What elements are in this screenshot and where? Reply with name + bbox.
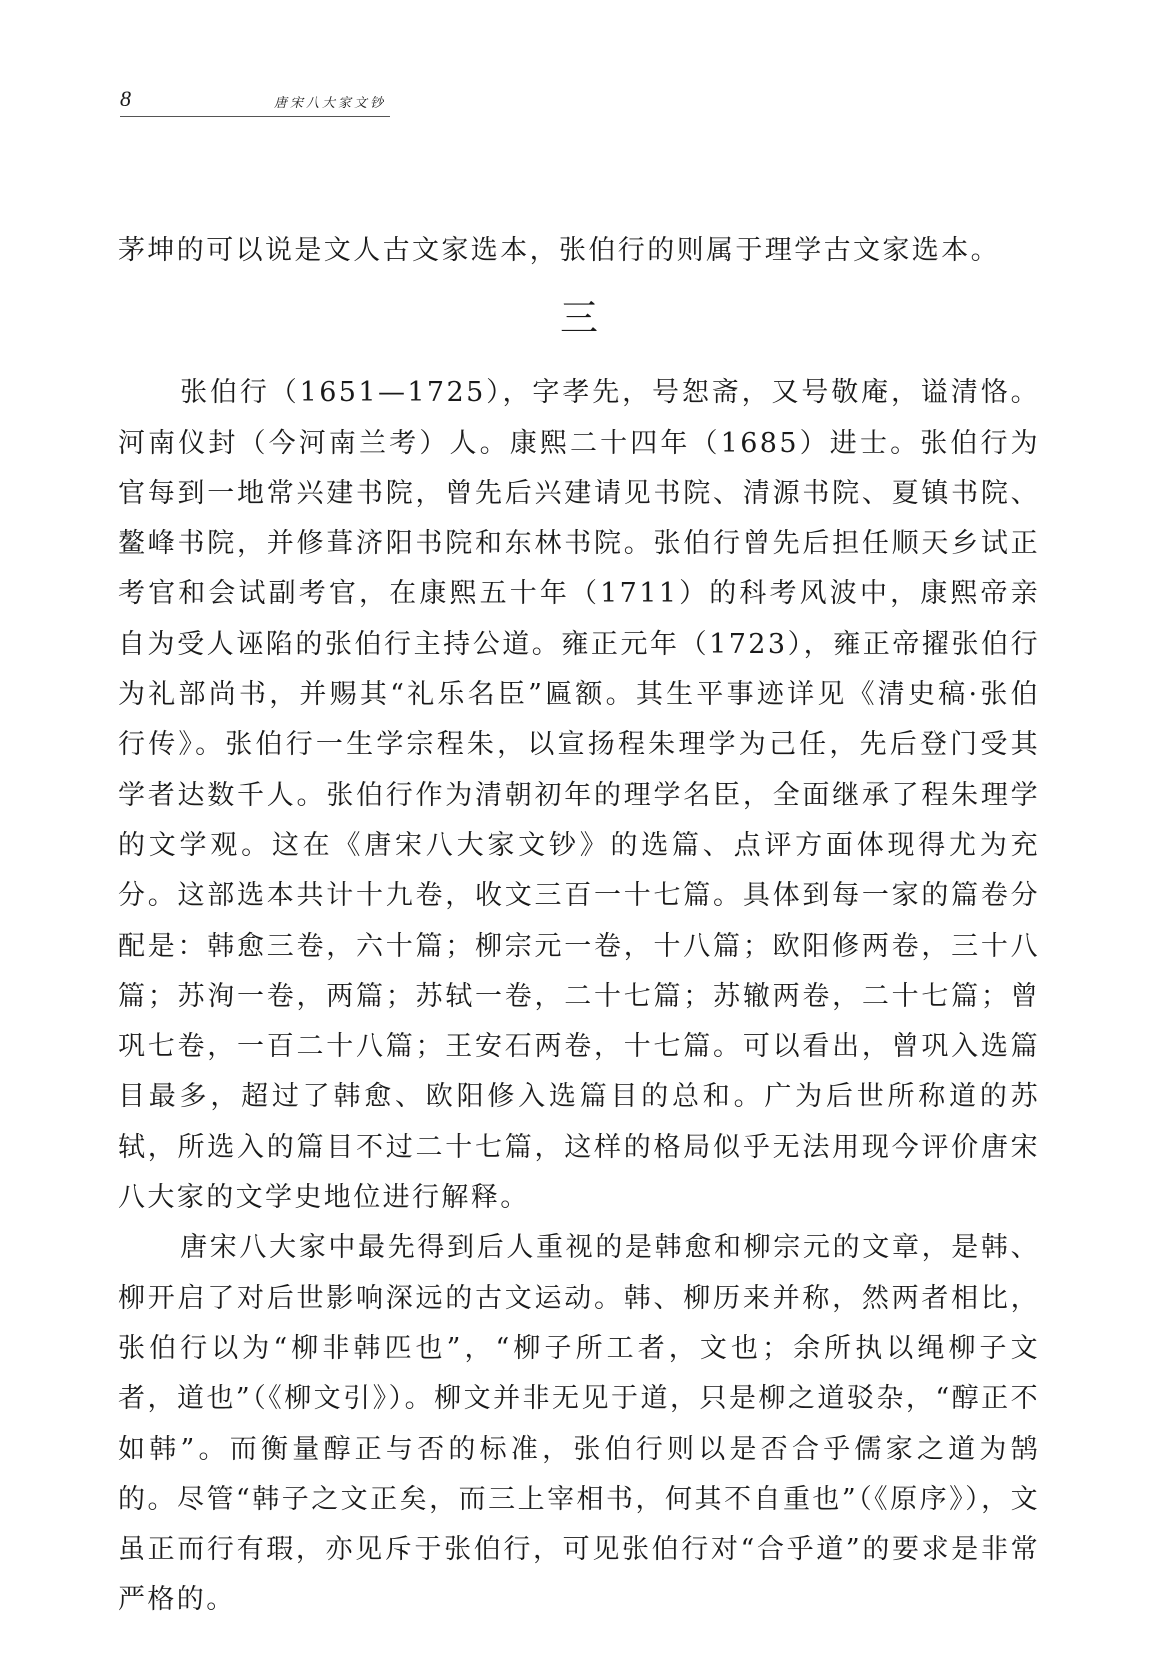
running-title: 唐宋八大家文钞 — [273, 96, 386, 111]
paragraph-2: 唐宋八大家中最先得到后人重视的是韩愈和柳宗元的文章，是韩、柳开启了对后世影响深远的古文运动。韩、柳历来并称，然两者相比，张伯行以为“柳非韩匹也”，“柳子所工者，文也；余所执以绳柳子文者，道也”（《柳文引》）。柳文并非无见于道，只是柳之道驳杂，“醇正不如韩”。而衡量醇正与否的标准，张伯行则以是否合乎儒家之道为鹄的。尽管“韩子之文正矣，而三上宰相书，何其不自重也”（《原序》），文虽正而行有瑕，亦见斥于张伯行，可见张伯行对“合乎道”的要求是非常严格的。 — [118, 1232, 1040, 1616]
continuation-paragraph: 茅坤的可以说是文人古文家选本，张伯行的则属于理学古文家选本。 — [118, 235, 1000, 266]
body-text — [118, 226, 1040, 1626]
paragraph-1: 张伯行（1651—1725），字孝先，号恕斋，又号敬庵，谥清恪。河南仪封（今河南兰考）人。康熙二十四年（1685）进士。张伯行为官每到一地常兴建书院，曾先后兴建请见书院、清源书院、夏镇书院、鳌峰书院，并修葺济阳书院和东林书院。张伯行曾先后担任顺天乡试正考官和会试副考官，在康熙五十年（1711）的科考风波中，康熙帝亲自为受人诬陷的张伯行主持公道。雍正元年（1723），雍正帝擢张伯行为礼部尚书，并赐其“礼乐名臣”匾额。其生平事迹详见《清史稿·张伯行传》。张伯行一生学宗程朱，以宣扬程朱理学为己任，先后登门受其学者达数千人。张伯行作为清朝初年的理学名臣，全面继承了程朱理学的文学观。这在《唐宋八大家文钞》的选篇、点评方面体现得尤为充分。这部选本共计十九卷，收文三百一十七篇。具体到每一家的篇卷分配是：韩愈三卷，六十篇；柳宗元一卷，十八篇；欧阳修两卷，三十八篇；苏洵一卷，两篇；苏轼一卷，二十七篇；苏辙两卷，二十七篇；曾巩七卷，一百二十八篇；王安石两卷，十七篇。可以看出，曾巩入选篇目最多，超过了韩愈、欧阳修入选篇目的总和。广为后世所称道的苏轼，所选入的篇目不过二十七篇，这样的格局似乎无法用现今评价唐宋八大家的文学史地位进行解释。 — [118, 377, 1040, 1214]
page-number: 8 — [120, 86, 131, 111]
running-header — [120, 86, 390, 117]
section-heading: 三 — [559, 296, 598, 341]
